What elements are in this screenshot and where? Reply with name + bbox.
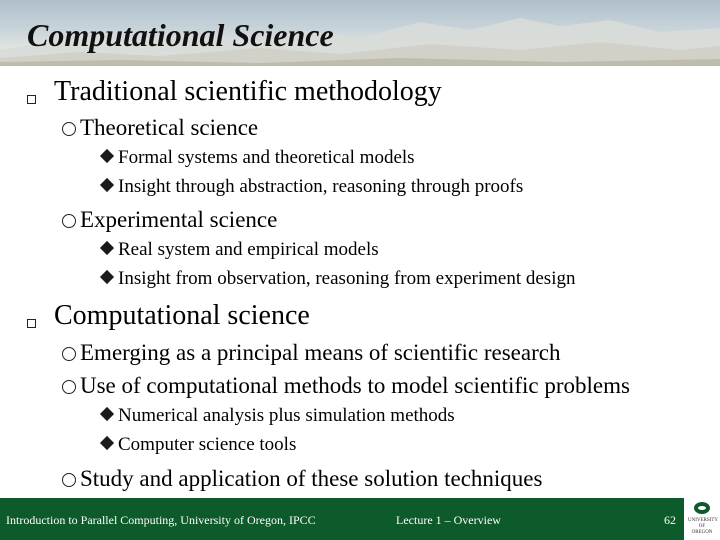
bullet-diamond-icon xyxy=(100,270,114,284)
bullet-use-methods xyxy=(62,372,630,399)
bullet-text: Insight from observation, reasoning from experiment design xyxy=(118,268,576,289)
bullet-diamond-icon xyxy=(100,241,114,255)
bullet-experimental-science xyxy=(62,206,277,233)
bullet-traditional-methodology: Traditional scientific methodology xyxy=(54,76,442,107)
bullet-diamond-icon xyxy=(100,436,114,450)
footer-bar xyxy=(0,498,684,540)
logo-text: UNIVERSITY OF OREGON xyxy=(688,518,718,535)
bullet-study-application xyxy=(62,465,542,492)
bullet-circle-icon xyxy=(62,214,76,228)
bullet-circle-icon xyxy=(62,380,76,394)
bullet-emerging xyxy=(62,339,560,366)
footer-course: Introduction to Parallel Computing, University of Oregon, IPCC xyxy=(6,513,316,527)
bullet-insight-abstraction xyxy=(100,176,523,198)
page-number: 62 xyxy=(664,513,676,527)
bullet-computational-science: Computational science xyxy=(54,300,310,331)
bullet-text: Computer science tools xyxy=(118,434,297,455)
bullet-text: Use of computational methods to model scientific problems xyxy=(80,373,630,398)
bullet-text: Theoretical science xyxy=(80,115,259,140)
bullet-text: Formal systems and theoretical models xyxy=(118,147,415,168)
bullet-diamond-icon xyxy=(100,149,114,163)
bullet-circle-icon xyxy=(62,347,76,361)
bullet-diamond-icon xyxy=(100,407,114,421)
bullet-real-system xyxy=(100,239,379,261)
bullet-text: Experimental science xyxy=(80,207,278,232)
slide-title: Computational Science xyxy=(27,17,334,53)
header-banner xyxy=(0,0,720,66)
o-logo-icon xyxy=(694,502,710,514)
bullet-cs-tools xyxy=(100,434,296,456)
bullet-insight-observation xyxy=(100,268,575,290)
bullet-text: Insight through abstraction, reasoning through proofs xyxy=(118,176,524,197)
bullet-theoretical-science xyxy=(62,114,258,141)
bullet-diamond-icon xyxy=(100,178,114,192)
bullet-text: Study and application of these solution techniques xyxy=(80,466,543,491)
bullet-text: Emerging as a principal means of scientific research xyxy=(80,340,561,365)
bullet-text: Real system and empirical models xyxy=(118,239,379,260)
bullet-formal-systems xyxy=(100,147,415,169)
bullet-circle-icon xyxy=(62,122,76,136)
university-logo xyxy=(684,498,720,540)
bullet-square-icon xyxy=(27,319,36,328)
bullet-numerical-analysis xyxy=(100,405,455,427)
bullet-text: Numerical analysis plus simulation methods xyxy=(118,405,455,426)
bullet-circle-icon xyxy=(62,473,76,487)
footer-lecture: Lecture 1 – Overview xyxy=(396,513,501,527)
bullet-square-icon xyxy=(27,95,36,104)
